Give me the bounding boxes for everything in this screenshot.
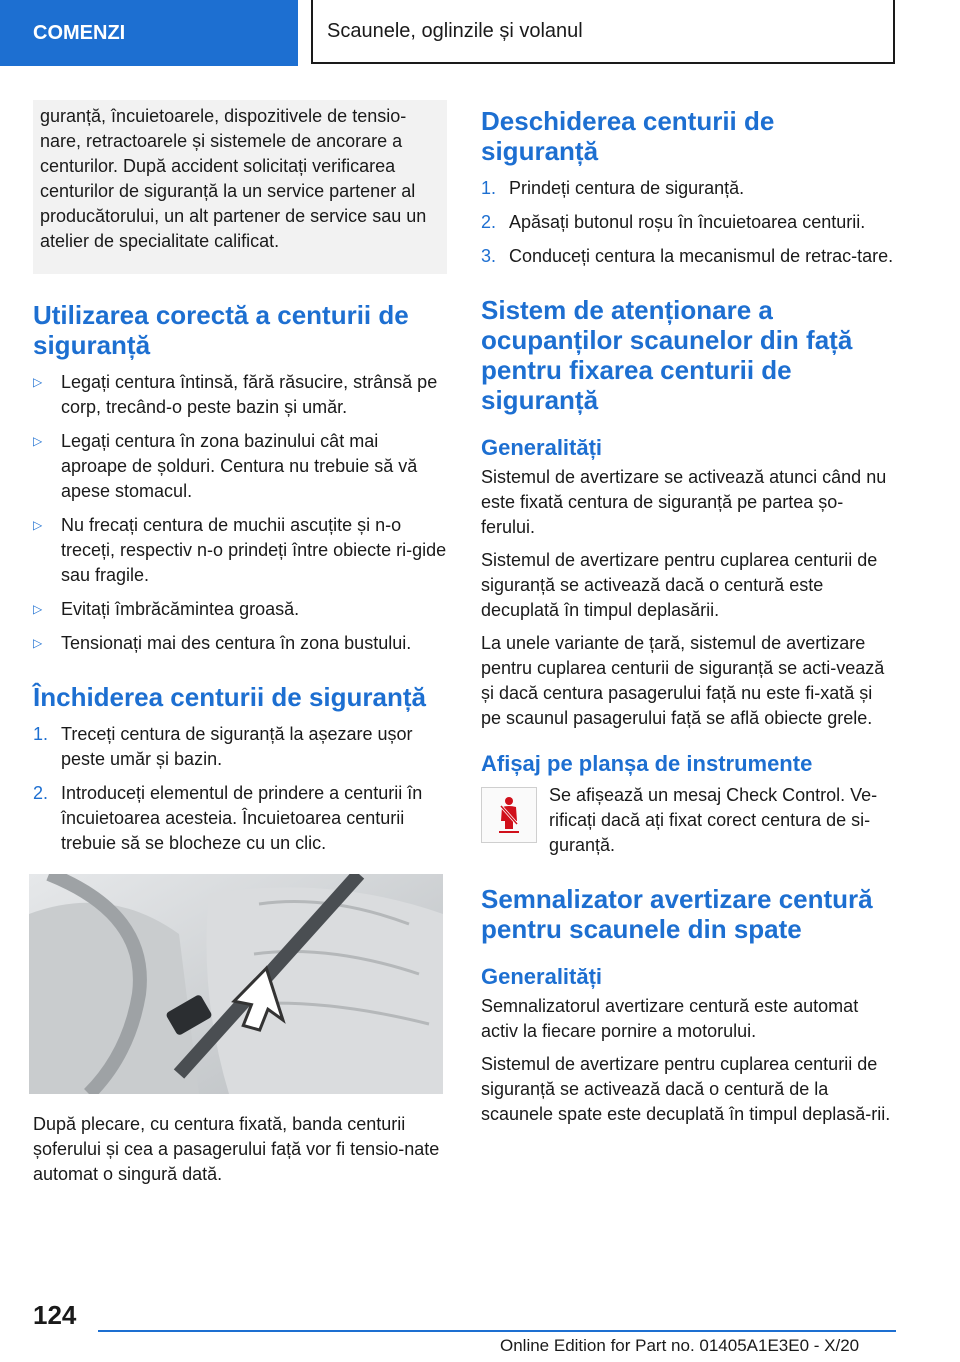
list-item: ▷ Tensionați mai des centura în zona bustului. <box>33 631 447 656</box>
display-text: Se afișează un mesaj Check Control. Ve-rificați dacă ați fixat corect centura de si-guranță. <box>549 785 878 855</box>
paragraph: Semnalizatorul avertizare centură este automat activ la fiecare pornire a motorului. <box>481 996 859 1041</box>
heading-closing: Închiderea centurii de siguranță <box>33 682 426 712</box>
right-column <box>481 100 896 1135</box>
after-departure-text: După plecare, cu centura fixată, banda centurii șoferului și cea a pasagerului față vor fi tensio-nate automat o singură dată. <box>33 1114 440 1184</box>
list-item: ▷ Evitați îmbrăcămintea groasă. <box>33 597 447 622</box>
display-row <box>481 783 896 858</box>
triangle-bullet-icon: ▷ <box>33 434 43 448</box>
heading-opening: Deschiderea centurii de siguranță <box>481 106 775 166</box>
triangle-bullet-icon: ▷ <box>33 602 43 616</box>
heading-display: Afișaj pe planșa de instrumente <box>481 751 813 776</box>
list-item: ▷ Legați centura în zona bazinului cât mai aproape de șolduri. Centura nu trebuie să vă apese stomacul. <box>33 431 418 501</box>
heading-general-2: Generalități <box>481 964 603 989</box>
paragraph: Sistemul de avertizare pentru cuplarea centurii de siguranță se activează dacă o centură de la scaunele spate este decuplată în timpul deplasă-rii. <box>481 1054 891 1124</box>
heading-warning-system: Sistem de atenționare a ocupanților scaunelor din față pentru fixarea centurii de siguranță <box>481 295 853 415</box>
step-item: 3. Conduceți centura la mecanismul de retrac-tare. <box>481 246 894 266</box>
section-title: COMENZI <box>33 21 126 44</box>
step-item: 2. Introduceți elementul de prindere a centurii în încuietoarea acesteia. Încuietoarea centurii trebuie să se blocheze cu un clic. <box>33 783 423 853</box>
seat-belt-buckle-photo <box>29 874 443 1094</box>
heading-general-1: Generalități <box>481 435 603 460</box>
closing-steps <box>33 722 447 856</box>
triangle-bullet-icon: ▷ <box>33 375 43 389</box>
heading-correct-use: Utilizarea corectă a centurii de siguranță <box>33 300 409 360</box>
step-item: 2. Apăsați butonul roșu în încuietoarea centurii. <box>481 212 866 232</box>
opening-steps <box>481 176 896 269</box>
note-text: guranță, încuietoarele, dispozitivele de tensio-nare, retractoarele și sistemele de ancorare a centurilor. După accident solicitați verificarea centurilor de siguranță la un service partener al producătorului, un alt partener de service sau un atelier de specialitate calificat. <box>40 106 427 251</box>
seat-illustration <box>29 874 443 1094</box>
section-tab <box>0 0 298 66</box>
heading-rear-seats: Semnalizator avertizare centură pentru scaunele din spate <box>481 884 873 944</box>
footer-divider <box>98 1330 896 1332</box>
page-number: 124 <box>33 1300 77 1330</box>
step-item: 1. Prindeți centura de siguranță. <box>481 178 745 198</box>
seatbelt-warning-icon <box>481 787 537 843</box>
paragraph: Sistemul de avertizare se activează atunci când nu este fixată centura de siguranță pe partea șo-ferului. <box>481 467 887 537</box>
left-column <box>33 100 447 1195</box>
step-item: 1. Treceți centura de siguranță la așezare ușor peste umăr și bazin. <box>33 724 413 769</box>
chapter-header <box>311 0 895 64</box>
list-item: ▷ Nu frecați centura de muchii ascuțite și n-o treceți, respectiv n-o prindeți între obiecte ri-gide sau fragile. <box>33 515 447 585</box>
triangle-bullet-icon: ▷ <box>33 636 43 650</box>
note-box <box>33 100 447 274</box>
correct-use-list <box>33 370 447 656</box>
paragraph: La unele variante de țară, sistemul de avertizare pentru cuplarea centurii de siguranță se acti-vează și dacă centura pasagerului față nu este fi-xată și pe scaunul pasagerului față se află obiecte grele. <box>481 633 885 728</box>
paragraph: Sistemul de avertizare pentru cuplarea centurii de siguranță se activează dacă o centură este decuplată în timpul deplasării. <box>481 550 878 620</box>
edition-text: Online Edition for Part no. 01405A1E3E0 - X/20 <box>500 1336 860 1355</box>
chapter-title: Scaunele, oglinzile și volanul <box>327 19 583 42</box>
triangle-bullet-icon: ▷ <box>33 518 43 532</box>
list-item: ▷ Legați centura întinsă, fără răsucire, strânsă pe corp, trecând-o peste bazin și umăr. <box>33 372 438 417</box>
